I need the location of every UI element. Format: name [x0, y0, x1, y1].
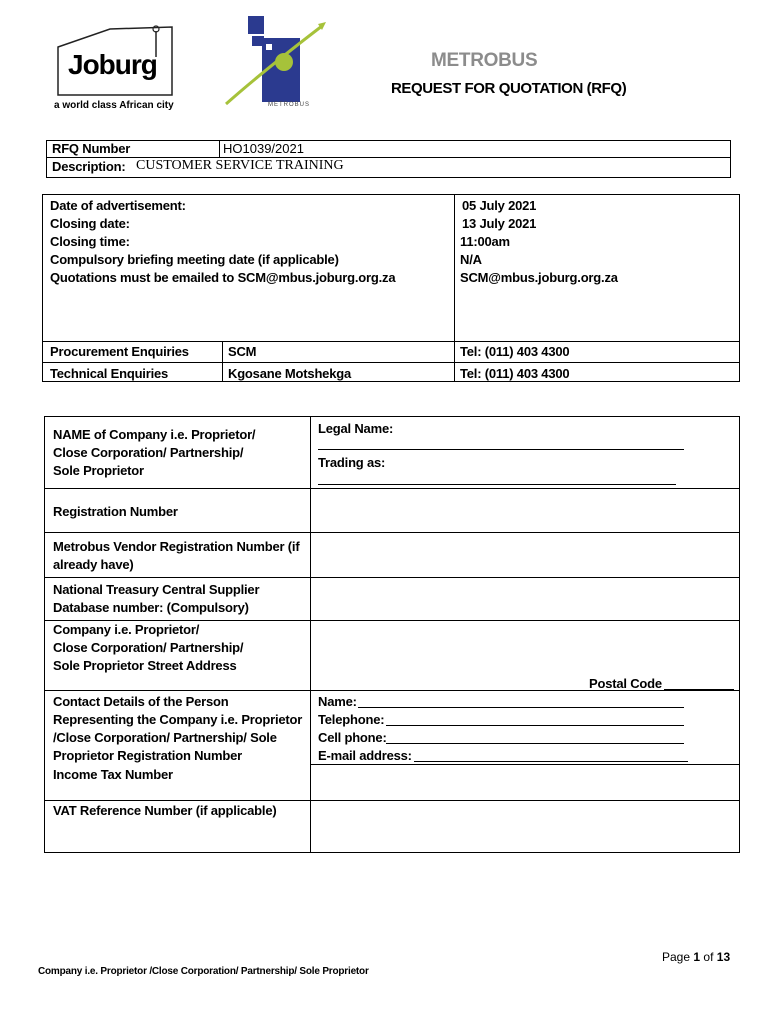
vat-label: VAT Reference Number (if applicable) [53, 803, 277, 818]
trading-as-line[interactable] [318, 484, 676, 485]
address-label-3: Sole Proprietor Street Address [53, 658, 237, 673]
metrobus-logo-text: METROBUS [268, 102, 311, 108]
contact-label-1: Contact Details of the Person [53, 694, 229, 709]
address-label-2: Close Corporation/ Partnership/ [53, 640, 244, 655]
email-value: SCM@mbus.joburg.org.za [460, 270, 618, 285]
registration-number-field[interactable] [312, 490, 738, 530]
income-tax-field[interactable] [312, 766, 738, 798]
email-label: Quotations must be emailed to SCM@mbus.joburg.org.za [50, 270, 396, 285]
document-title: REQUEST FOR QUOTATION (RFQ) [391, 80, 627, 97]
procurement-contact: SCM [228, 344, 257, 359]
advert-date-label: Date of advertisement: [50, 198, 186, 213]
closing-date-label: Closing date: [50, 216, 130, 231]
footer-company-text: Company i.e. Proprietor /Close Corporation/ Partnership/ Sole Proprietor [38, 966, 369, 977]
technical-tel: Tel: (011) 403 4300 [460, 366, 570, 381]
contact-label-4: Proprietor Registration Number [53, 748, 243, 763]
legal-name-line[interactable] [318, 449, 684, 450]
contact-name-label: Name: [318, 694, 357, 709]
closing-time-label: Closing time: [50, 234, 130, 249]
income-tax-label: Income Tax Number [53, 767, 173, 782]
closing-time-value: 11:00am [460, 234, 510, 249]
address-label-1: Company i.e. Proprietor/ [53, 622, 200, 637]
advert-date-value: 05 July 2021 [462, 198, 537, 213]
vendor-registration-field[interactable] [312, 534, 738, 575]
joburg-logo [40, 15, 210, 115]
briefing-label: Compulsory briefing meeting date (if applicable) [50, 252, 339, 267]
joburg-logo-text: Joburg [68, 49, 157, 80]
briefing-value: N/A [460, 252, 482, 267]
page-number: Page 1 of 13 [662, 950, 731, 964]
metrobus-logo [222, 12, 332, 112]
contact-tel-label: Telephone: [318, 712, 385, 727]
description-label: Description: [52, 159, 126, 174]
treasury-label-2: Database number: (Compulsory) [53, 600, 249, 615]
contact-label-2: Representing the Company i.e. Proprietor [53, 712, 303, 727]
joburg-tagline: a world class African city [54, 100, 174, 111]
company-name: METROBUS [431, 50, 538, 71]
postal-code-line[interactable] [664, 689, 734, 690]
treasury-label-1: National Treasury Central Supplier [53, 582, 260, 597]
closing-date-value: 13 July 2021 [462, 216, 537, 231]
company-name-label-2: Close Corporation/ Partnership/ [53, 445, 244, 460]
contact-label-3: /Close Corporation/ Partnership/ Sole [53, 730, 277, 745]
description-value: CUSTOMER SERVICE TRAINING [136, 158, 344, 173]
rfq-number-value: HO1039/2021 [223, 141, 304, 156]
address-field[interactable] [312, 622, 738, 672]
company-name-label-3: Sole Proprietor [53, 463, 144, 478]
postal-code-label: Postal Code [589, 676, 662, 691]
procurement-tel: Tel: (011) 403 4300 [460, 344, 570, 359]
vendor-registration-label-1: Metrobus Vendor Registration Number (if [53, 539, 300, 554]
rfq-number-label: RFQ Number [52, 141, 131, 156]
contact-name-line[interactable] [358, 707, 684, 708]
metrobus-logo-icon [222, 12, 332, 112]
vendor-registration-label-2: already have) [53, 557, 134, 572]
treasury-field[interactable] [312, 579, 738, 618]
procurement-enquiries-label: Procurement Enquiries [50, 344, 189, 359]
technical-enquiries-label: Technical Enquiries [50, 366, 169, 381]
legal-name-label: Legal Name: [318, 421, 394, 436]
registration-number-label: Registration Number [53, 504, 178, 519]
contact-cell-label: Cell phone: [318, 730, 387, 745]
company-name-label-1: NAME of Company i.e. Proprietor/ [53, 427, 256, 442]
contact-cell-line[interactable] [386, 743, 684, 744]
contact-email-line[interactable] [414, 761, 688, 762]
vat-field[interactable] [312, 802, 738, 851]
technical-contact: Kgosane Motshekga [228, 366, 352, 381]
trading-as-label: Trading as: [318, 455, 386, 470]
contact-tel-line[interactable] [386, 725, 684, 726]
contact-email-label: E-mail address: [318, 748, 412, 763]
